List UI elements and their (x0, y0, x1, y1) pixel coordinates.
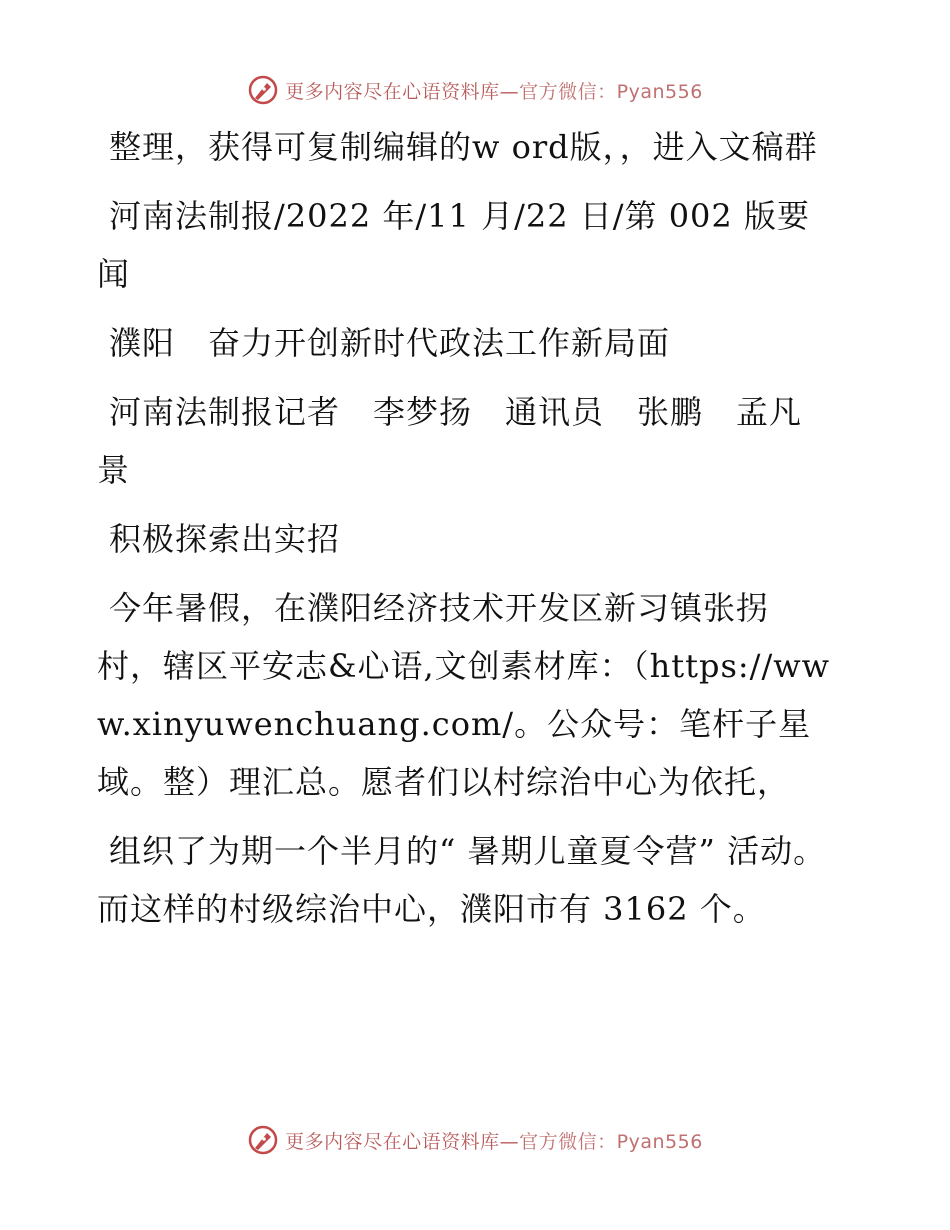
page-footer (0, 1120, 950, 1160)
footer-brand-separator: — (499, 1130, 520, 1153)
section-heading: 积极探索出实招 (109, 520, 341, 558)
footer-brand (247, 1124, 703, 1156)
footer-brand-main: 更多内容尽在心语资料库 (285, 1130, 500, 1153)
article-title: 濮阳 奋力开创新时代政法工作新局面 (109, 324, 671, 362)
page-header (0, 70, 950, 110)
pen-nib-logo-icon (247, 1124, 279, 1156)
header-brand (247, 74, 703, 106)
header-brand-wechat: 官方微信：Pyan556 (519, 80, 703, 103)
header-brand-text (285, 77, 703, 104)
paragraph-source: 河南法制报/2022 年/11 月/22 日/第 002 版要闻 (97, 197, 810, 293)
paragraph-intro: 整理，获得可复制编辑的w ord版，，进入文稿群 (109, 128, 818, 166)
pen-nib-logo-icon (247, 74, 279, 106)
paragraph-body-2: 组织了为期一个半月的“ 暑期儿童夏令营” 活动。而这样的村级综治中心，濮阳市有 3162 个。 (97, 832, 827, 928)
document-body (97, 118, 832, 938)
header-brand-main: 更多内容尽在心语资料库 (285, 80, 500, 103)
footer-brand-text (285, 1127, 703, 1154)
header-brand-separator: — (499, 80, 520, 103)
footer-brand-wechat: 官方微信：Pyan556 (519, 1130, 703, 1153)
article-byline: 河南法制报记者 李梦扬 通讯员 张鹏 孟凡景 (97, 393, 803, 489)
paragraph-body-1: 今年暑假，在濮阳经济技术开发区新习镇张拐村，辖区平安志&心语,文创素材库：（https://www.xinyuwenchuang.com/。公众号：笔杆子星域。整）理汇总。愿者们以村综治中心为依托， (97, 589, 831, 801)
